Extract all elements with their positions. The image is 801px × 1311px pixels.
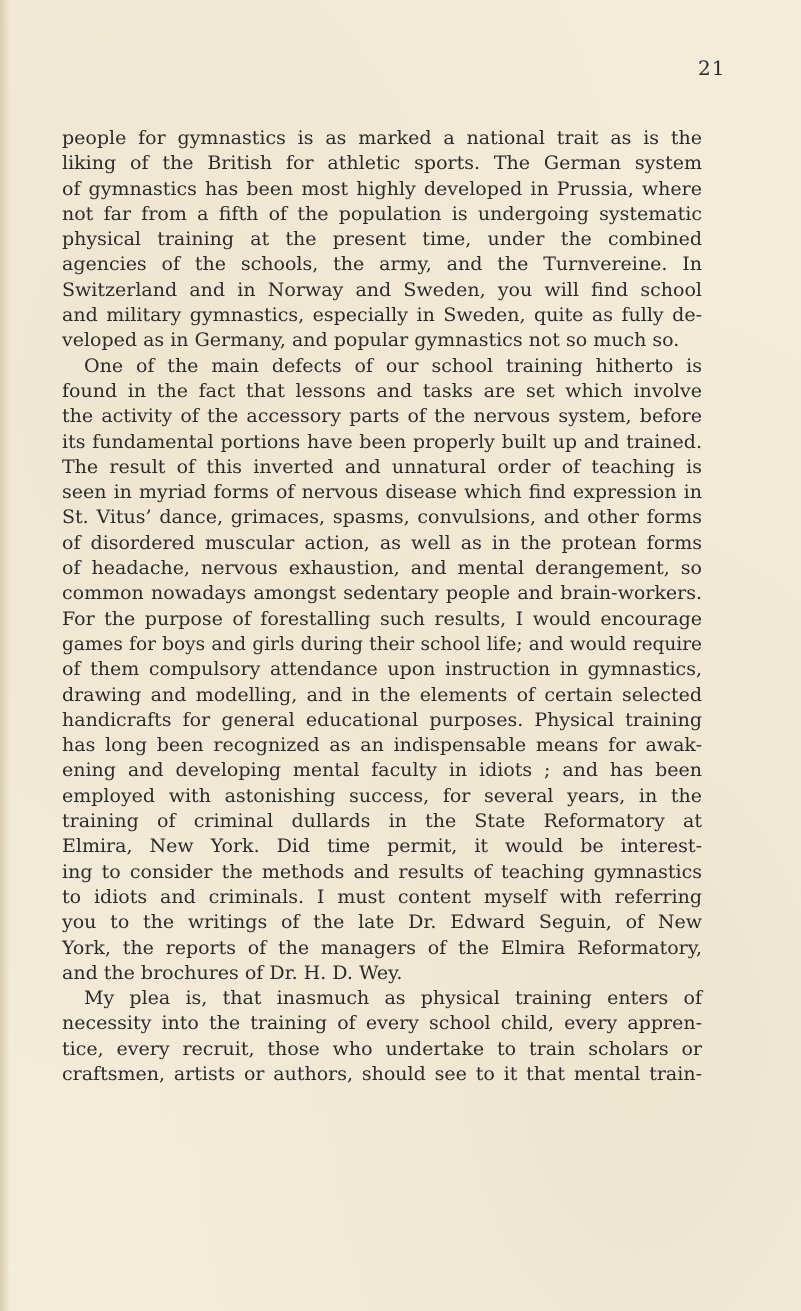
page-gutter-shadow (0, 0, 10, 1311)
text-line: craftsmen, artists or authors, should see to it that mental train- (62, 1062, 702, 1085)
text-line: Elmira, New York. Did time permit, it would be interest- (62, 835, 702, 858)
text-line: ing to consider the methods and results of teaching gymnastics (62, 860, 702, 883)
text-line: common nowadays amongst sedentary people and brain-workers. (62, 582, 702, 605)
text-line: you to the writings of the late Dr. Edward Seguin, of New (62, 911, 702, 934)
text-line: to idiots and criminals. I must content myself with referring (62, 885, 702, 908)
text-line: Switzerland and in Norway and Sweden, you will find school (62, 278, 702, 301)
text-line: its fundamental portions have been properly built up and trained. (62, 430, 702, 453)
text-line: agencies of the schools, the army, and the Turnvereine. In (62, 253, 702, 276)
text-line: not far from a fifth of the population is undergoing systematic (62, 202, 702, 225)
text-line: physical training at the present time, under the combined (62, 228, 702, 251)
text-line: of gymnastics has been most highly developed in Prussia, where (62, 177, 702, 200)
text-line: veloped as in Germany, and popular gymnastics not so much so. (62, 329, 680, 352)
text-line: the activity of the accessory parts of the nervous system, before (62, 405, 702, 428)
text-line: St. Vitus’ dance, grimaces, spasms, convulsions, and other forms (62, 506, 702, 529)
text-line: seen in myriad forms of nervous disease which find expression in (62, 481, 702, 504)
text-line: York, the reports of the managers of the Elmira Reformatory, (62, 936, 702, 959)
text-line: training of criminal dullards in the State Reformatory at (62, 810, 702, 833)
text-line: has long been recognized as an indispensable means for awak- (62, 734, 702, 757)
page-number: 21 (698, 56, 726, 80)
text-line: The result of this inverted and unnatural order of teaching is (62, 455, 702, 478)
body-text (62, 126, 702, 1087)
text-line: found in the fact that lessons and tasks are set which involve (62, 379, 702, 402)
text-line: One of the main defects of our school training hitherto is (84, 354, 702, 377)
text-line: employed with astonishing success, for several years, in the (62, 784, 702, 807)
text-line: My plea is, that inasmuch as physical training enters of (84, 987, 702, 1010)
text-line: and military gymnastics, especially in Sweden, quite as fully de- (62, 304, 702, 327)
text-line: ening and developing mental faculty in idiots ; and has been (62, 759, 702, 782)
text-line: necessity into the training of every school child, every appren- (62, 1012, 702, 1035)
text-line: handicrafts for general educational purposes. Physical training (62, 708, 702, 731)
text-line: tice, every recruit, those who undertake to train scholars or (62, 1037, 702, 1060)
text-line: of them compulsory attendance upon instruction in gymnastics, (62, 658, 702, 681)
text-line: liking of the British for athletic sports. The German system (62, 152, 702, 175)
text-line: games for boys and girls during their school life; and would require (62, 633, 702, 655)
text-line: of headache, nervous exhaustion, and mental derangement, so (62, 557, 702, 580)
text-line: of disordered muscular action, as well as in the protean forms (62, 531, 702, 554)
text-line: and the brochures of Dr. H. D. Wey. (62, 961, 403, 984)
text-line: people for gymnastics is as marked a national trait as is the (62, 127, 702, 149)
text-line: For the purpose of forestalling such results, I would encourage (62, 607, 702, 630)
text-line: drawing and modelling, and in the elements of certain selected (62, 683, 702, 706)
